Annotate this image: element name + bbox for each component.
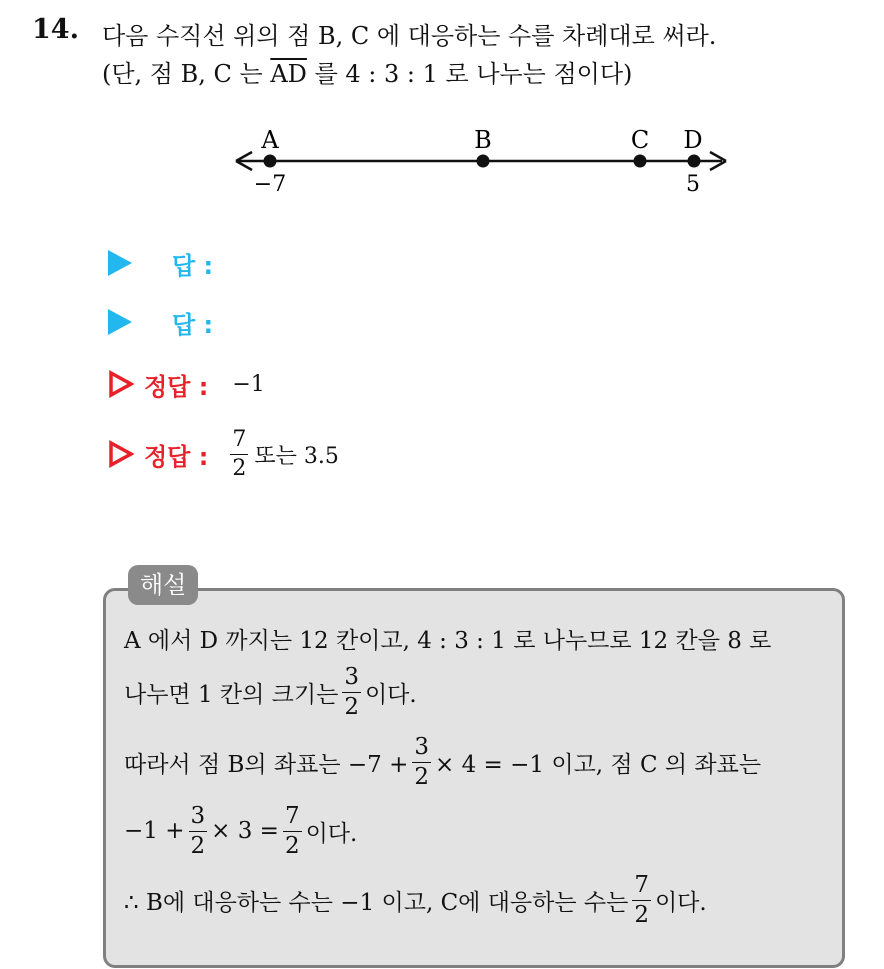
outline-play-icon — [108, 440, 134, 468]
point-a-label: A — [261, 126, 279, 154]
question-text-line1: 다음 수직선 위의 점 B, C 에 대응하는 수를 차례대로 써라. — [102, 22, 717, 50]
solution-line-5: ∴ B에 대응하는 수는 −1 이고, C에 대응하는 수는 $\frac{7}{2}$ 이다. — [124, 871, 707, 928]
point-c-label: C — [630, 126, 650, 154]
question-line2-start: (단, 점 B, C 는 — [102, 60, 263, 88]
point-b-dot — [477, 155, 490, 168]
solution-line-2: 나누면 1 칸의 크기는 $\frac{3}{2}$ 이다. — [124, 663, 417, 720]
fraction-seven-halves: $\frac{7}{2}$ — [634, 871, 649, 928]
point-d-value: 5 — [686, 172, 700, 197]
solution-line-4: −1 + $\frac{3}{2}$ × 3 = $\frac{7}{2}$ 이다. — [124, 802, 358, 859]
correct-answer-2-text: 또는 3.5 — [254, 443, 339, 469]
fraction-three-halves: $\frac{3}{2}$ — [190, 802, 206, 859]
solution-line-3: 따라서 점 B의 좌표는 −7 + $\frac{3}{2}$ × 4 = −1 이고, 점 C 의 좌표는 — [124, 733, 762, 790]
question-number: 14. — [32, 14, 79, 45]
fraction-seven-halves: $\frac{7}{2}$ — [284, 802, 300, 859]
point-d-label: D — [683, 126, 703, 154]
solution-tag: 해설 — [128, 565, 198, 605]
point-a-dot — [264, 155, 277, 168]
point-c-dot — [634, 155, 647, 168]
point-a-value: −7 — [253, 172, 287, 197]
solution-line-1: A 에서 D 까지는 12 칸이고, 4 : 3 : 1 로 나누므로 12 칸을 8 로 — [124, 628, 772, 654]
play-icon — [108, 309, 132, 335]
correct-answer-label: 정답 : — [144, 372, 209, 401]
correct-answer-row-2 — [108, 428, 339, 480]
answer-label: 답 : — [172, 310, 214, 339]
play-icon — [108, 250, 132, 276]
answer-row-2 — [108, 302, 213, 342]
correct-answer-row-1 — [108, 364, 265, 404]
correct-answer-1: −1 — [232, 371, 265, 397]
segment-ad: $\overline{AD}$ — [270, 60, 307, 88]
question-line2-end: 를 4 : 3 : 1 로 나누는 점이다) — [314, 60, 633, 88]
fraction-three-halves: $\frac{3}{2}$ — [344, 663, 359, 720]
point-b-label: B — [474, 126, 492, 154]
correct-answer-label: 정답 : — [144, 442, 209, 471]
point-d-dot — [688, 155, 701, 168]
answer-label: 답 : — [172, 251, 214, 280]
fraction-seven-halves: $\frac{7}{2}$ — [232, 426, 247, 481]
answer-row-1 — [108, 243, 213, 283]
outline-play-icon — [108, 370, 134, 398]
fraction-three-halves: $\frac{3}{2}$ — [414, 733, 430, 790]
